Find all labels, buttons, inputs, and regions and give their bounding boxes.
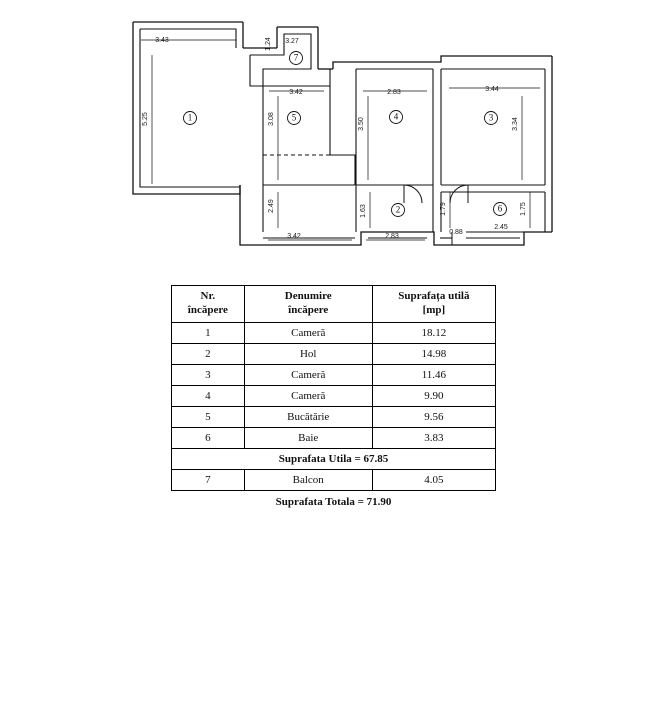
dim-2.45: 2.45 [494,224,508,231]
table-row [172,385,496,406]
plan-dimension-labels [142,37,527,240]
subtotal-row [172,448,496,469]
header-nr-line1: Nr. [200,290,216,302]
dim-3.44: 3.44 [485,86,499,93]
plan-outer-walls [133,22,552,245]
dim-1.24: 1.24 [265,37,272,51]
room-number-5: 5 [291,112,297,123]
room-number-2: 2 [395,204,401,215]
header-name-line1: Denumire [284,290,332,302]
table-row-balcony [172,469,496,490]
room-number-3: 3 [488,112,494,123]
cell-name: Cameră [244,364,372,385]
dim-5.25: 5.25 [142,112,149,126]
room-number-7: 7 [293,52,299,63]
room-number-6: 6 [497,203,503,214]
cell-area: 14.98 [372,343,495,364]
dim-1.75: 1.75 [520,202,527,216]
cell-nr: 7 [172,469,245,490]
room-number-4: 4 [393,111,399,122]
table-row [172,427,496,448]
dim-3.42-k: 3.42 [289,89,303,96]
dim-1.79: 1.79 [440,202,447,216]
dim-2.83-bottom: 2.83 [385,233,399,240]
cell-area: 4.05 [372,469,495,490]
header-area-line1: Suprafața utilă [398,290,470,302]
dim-3.50: 3.50 [358,117,365,131]
floor-plan-drawing [0,0,668,270]
cell-name: Baie [244,427,372,448]
table-body [172,322,496,511]
cell-name: Balcon [244,469,372,490]
dim-2.49: 2.49 [268,199,275,213]
room-area-table [171,285,496,511]
total-row [172,490,496,511]
cell-nr: 2 [172,343,245,364]
cell-nr: 3 [172,364,245,385]
table-row [172,364,496,385]
cell-area: 11.46 [372,364,495,385]
header-name [244,286,372,323]
cell-name: Bucătărie [244,406,372,427]
room-number-1: 1 [187,112,193,123]
dim-3.27-top: 3.27 [285,38,299,45]
cell-area: 9.56 [372,406,495,427]
dim-3.08: 3.08 [268,112,275,126]
cell-name: Hol [244,343,372,364]
table-header-row [172,286,496,323]
dim-2.83-top: 2.83 [387,89,401,96]
dim-3.43-top: 3.43 [155,37,169,44]
header-area-line2: [mp] [422,303,446,316]
cell-nr: 6 [172,427,245,448]
table-row [172,406,496,427]
dim-3.34: 3.34 [512,117,519,131]
cell-area: 9.90 [372,385,495,406]
cell-nr: 5 [172,406,245,427]
header-name-line2: încăpere [288,303,329,316]
dim-0.88: 0.88 [449,229,463,236]
header-area [372,286,495,323]
cell-nr: 1 [172,322,245,343]
room-area-table-container [171,285,496,511]
total-label: Suprafata Totala = 71.90 [275,495,392,508]
floor-plan-svg [0,0,668,270]
table-row [172,322,496,343]
table-row [172,343,496,364]
dim-1.63: 1.63 [360,204,367,218]
header-nr [172,286,245,323]
cell-area: 3.83 [372,427,495,448]
plan-inner-walls [140,29,545,238]
dim-3.42-bottom: 3.42 [287,233,301,240]
subtotal-label: Suprafata Utila = 67.85 [172,448,496,469]
header-nr-line2: încăpere [187,303,228,316]
table-header [172,286,496,323]
cell-area: 18.12 [372,322,495,343]
cell-name: Cameră [244,322,372,343]
cell-name: Cameră [244,385,372,406]
cell-nr: 4 [172,385,245,406]
plan-dimension-lines [141,40,540,240]
